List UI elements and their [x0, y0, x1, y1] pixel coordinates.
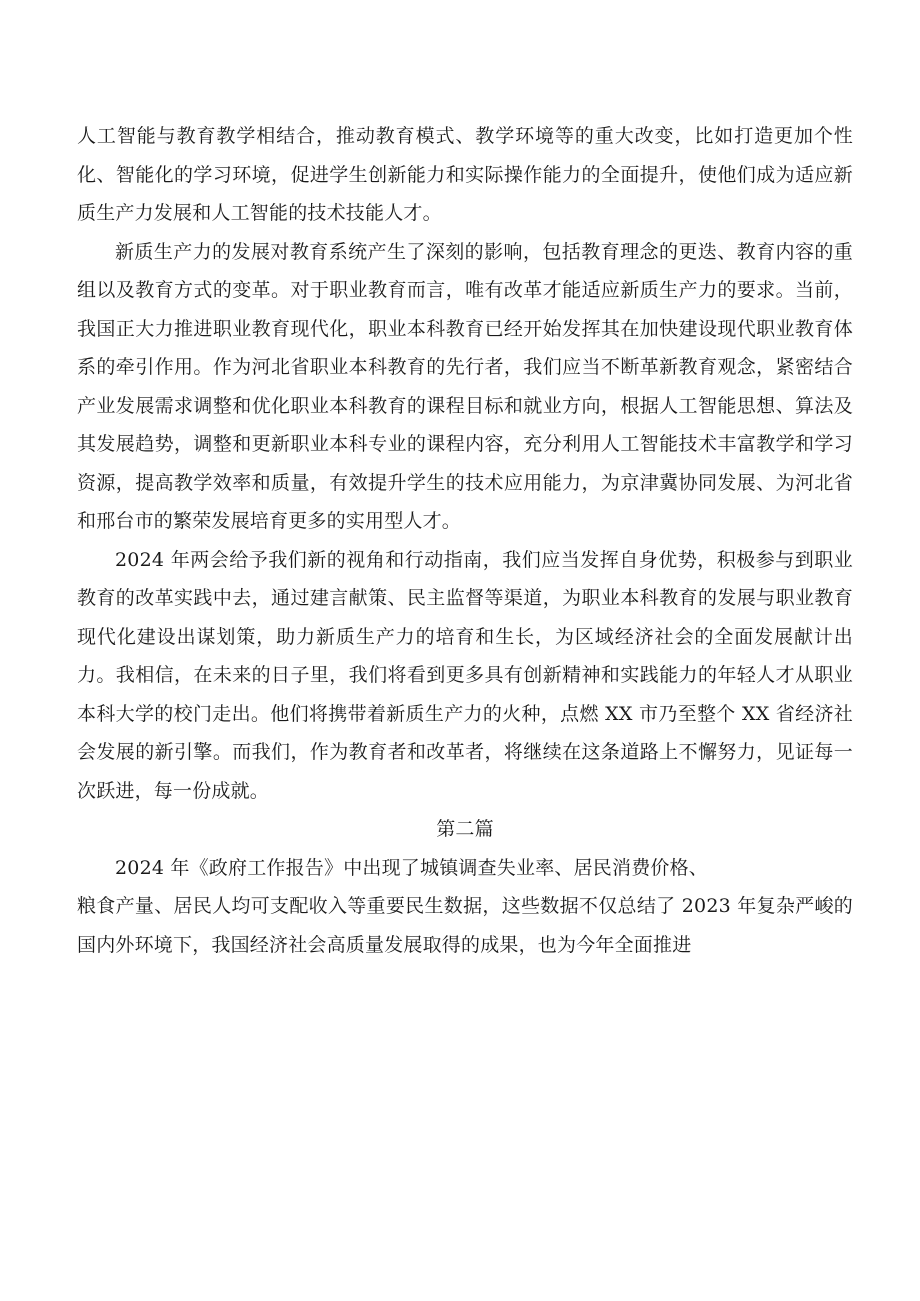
section-title: 第二篇: [436, 818, 494, 840]
paragraph-2: 新质生产力的发展对教育系统产生了深刻的影响，包括教育理念的更迭、教育内容的重组以及教育方式的变革。对于职业教育而言，唯有改革才能适应新质生产力的要求。当前，我国正大力推进职业教育现代化，职业本科教育已经开始发挥其在加快建设现代职业教育体系的牵引作用。作为河北省职业本科教育的先行者，我们应当不断革新教育观念，紧密结合产业发展需求调整和优化职业本科教育的课程目标和就业方向，根据人工智能思想、算法及其发展趋势，调整和更新职业本科专业的课程内容，充分利用人工智能技术丰富教学和学习资源，提高教学效率和质量，有效提升学生的技术应用能力，为京津冀协同发展、为河北省和邢台市的繁荣发展培育更多的实用型人才。: [77, 240, 853, 532]
paragraph-1: 人工智能与教育教学相结合，推动教育模式、教学环境等的重大改变，比如打造更加个性化、智能化的学习环境，促进学生创新能力和实际操作能力的全面提升，使他们成为适应新质生产力发展和人工智能的技术技能人才。: [77, 125, 853, 224]
section2-first-line: 2024 年《政府工作报告》中出现了城镇调查失业率、居民消费价格、: [115, 856, 708, 879]
document-body: [77, 117, 853, 964]
paragraph-3: 2024 年两会给予我们新的视角和行动指南，我们应当发挥自身优势，积极参与到职业教育的改革实践中去，通过建言献策、民主监督等渠道，为职业本科教育的发展与职业教育现代化建设出谋划策，助力新质生产力的培育和生长，为区域经济社会的全面发展献计出力。我相信，在未来的日子里，我们将看到更多具有创新精神和实践能力的年轻人才从职业本科大学的校门走出。他们将携带着新质生产力的火种，点燃 XX 市乃至整个 XX 省经济社会发展的新引擎。而我们，作为教育者和改革者，将继续在这条道路上不懈努力，见证每一次跃进，每一份成就。: [77, 548, 853, 802]
section2-paragraph-continued: 粮食产量、居民人均可支配收入等重要民生数据，这些数据不仅总结了 2023 年复杂严峻的国内外环境下，我国经济社会高质量发展取得的成果，也为今年全面推进: [77, 895, 853, 956]
